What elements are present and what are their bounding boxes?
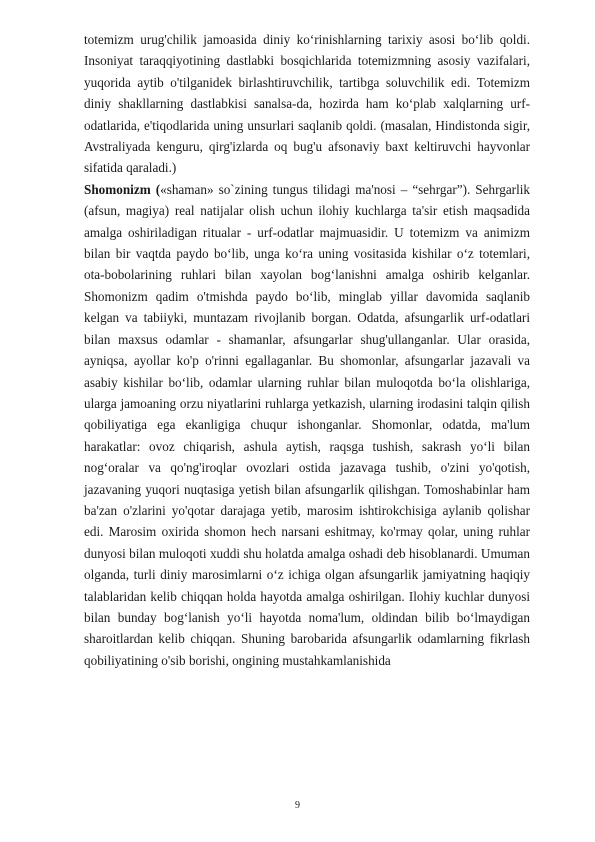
paragraph-term-shomonizm: Shomonizm ( xyxy=(84,181,161,197)
paragraph-totemism xyxy=(84,29,530,179)
paragraph-text: «shaman» so`zining tungus tilidagi ma'nosi – “sehrgar”). Sehrgarlik (afsun, magiya) real natijalar olish uchun ilohiy kuchlarga ta'sir etish maqsadida amalga oshiriladigan ritualar - urf-odatlar majmuasidir. U totemizm va animizm bilan bir vaqtda paydo boʻlib, unga koʻra uning vositasida kishilar oʻz totemlari, ota-bobolarining ruhlari bilan xayolan bogʻlanishni amalga oshirib kelganlar. Shomonizm qadim o'tmishda paydo boʻlib, minglab yillar davomida saqlanib kelgan va tabiiyki, muntazam rivojlanib borgan. Odatda, afsungarlik urf-odatlari bilan maxsus odamlar - shamanlar, afsungarlar shug'ullanganlar. Ular orasida, ayniqsa, ayollar ko'p o'rinni egallaganlar. Bu shomonlar, afsungarlar jazavali va asabiy kishilar boʻlib, odamlar ularning ruhlar bilan muloqotda boʻla olishlariga, ularga jamoaning orzu niyatlarini ruhlarga yetkazish, ularning irodasini talqin qilish qobiliyatiga ega ekanligiga chuqur ishonganlar. Shomonlar, odatda, ma'lum harakatlar: ovoz chiqarish, ashula aytish, raqsga tushish, sakrash yoʻli bilan nogʻoralar va qo'ng'iroqlar ovozlari ostida jazavaga tushib, o'zini yo'qotish, jazavaning yuqori nuqtasiga yetish bilan afsungarlik qilishgan. Tomoshabinlar ham ba'zan o'zlarini yo'qotar darajaga yetib, marosim ishtirokchisiga aylanib qolishar edi. Marosim oxirida shomon hech narsani eshitmay, ko'rmay qolar, uning ruhlar dunyosi bilan muloqoti xuddi shu holatda amalga oshadi deb hisoblanardi. Umuman olganda, turli diniy marosimlarni oʻz ichiga olgan afsungarlik jamiyatning haqiqiy talablaridan kelib chiqqan holda hayotda amalga oshirilgan. Ilohiy kuchlar dunyosi bilan bunday bogʻlanish yoʻli hayotda noma'lum, oldindan bilib boʻlmaydigan sharoitlardan kelib chiqqan. Shuning barobarida afsungarlik odamlarning fikrlash qobiliyatining o'sib borishi, ongining mustahkamlanishida xyxy=(84,181,530,668)
paragraph-text: totemizm urug'chilik jamoasida diniy koʻrinishlarning tarixiy asosi boʻlib qoldi. Insoniyat taraqqiyotining dastlabki bosqichlarida totemizmning asosiy vazifalari, yuqorida aytib o'tilganidek birlashtiruvchilik, tartibga soluvchilik edi. Totemizm diniy shakllarning dastlabkisi sanalsa-da, hozirda ham koʻplab xalqlarning urf-odatlarida, e'tiqodlarida uning unsurlari saqlanib qoldi. (masalan, Hindistonda sigir, Avstraliyada kenguru, qirg'izlarda oq bug'u afsonaviy baxt keltiruvchi hayvonlar sifatida qaraladi.) xyxy=(84,32,530,176)
page-number: 9 xyxy=(295,800,300,811)
paragraph-shamanism xyxy=(84,179,530,671)
body-text xyxy=(84,29,530,671)
